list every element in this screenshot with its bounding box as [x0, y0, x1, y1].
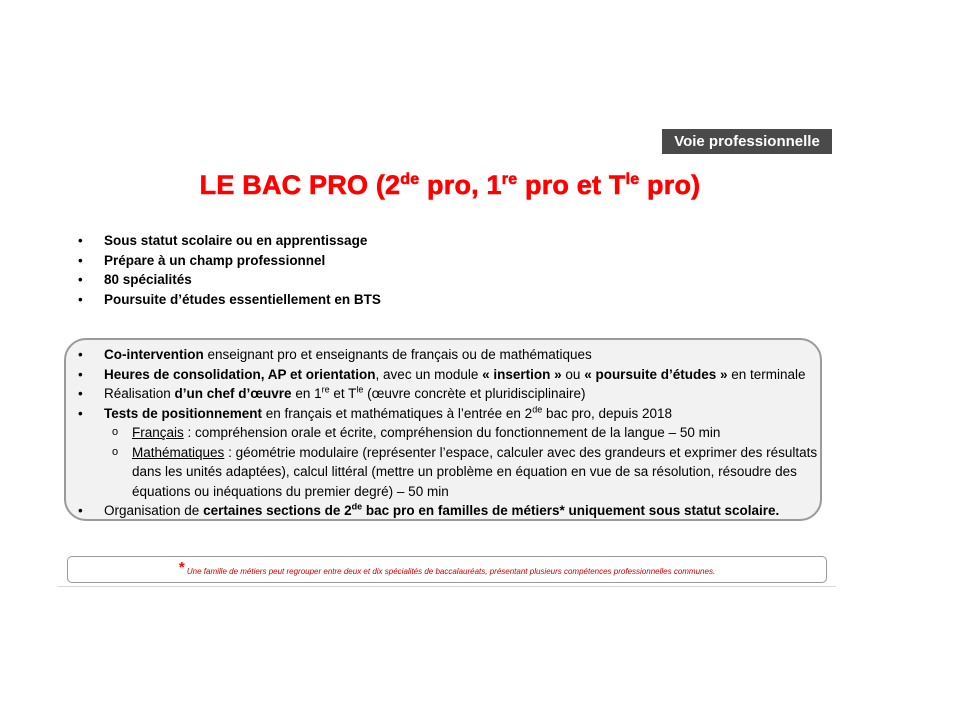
bullet-icon: •: [78, 503, 83, 518]
list-item: • Co-intervention enseignant pro et enseignants de français ou de mathématiques: [78, 345, 823, 365]
list-item: • 80 spécialités: [78, 270, 381, 290]
circle-bullet-icon: o: [112, 445, 119, 458]
footnote-text: Une famille de métiers peut regrouper entre deux et dix spécialités de baccalauréats, présentant plusieurs compétences professionnelles communes.: [184, 567, 716, 576]
page-title: LE BAC PRO (2de pro, 1re pro et $T^{le}$ pro): [199, 170, 701, 200]
details-list: [78, 345, 823, 521]
bullet-icon: •: [78, 405, 83, 421]
sub-list-item: o Mathématiques : géométrie modulaire (représenter l’espace, calculer avec des grandeurs et exprimer des résultats dans les unités adaptées), calcul littéral (mettre un problème en équation en vue de sa résolution, résoudre des équations ou inéquations du premier degré) – 50 min: [112, 444, 818, 499]
bullet-icon: •: [78, 233, 83, 248]
section-badge: Voie professionnelle: [662, 129, 832, 154]
list-item: • Prépare à un champ professionnel: [78, 251, 381, 271]
bullet-icon: •: [78, 291, 83, 307]
divider: [58, 586, 836, 587]
footnote-box: [67, 556, 827, 583]
bullet-icon: •: [78, 272, 83, 287]
list-item: • Poursuite d’études essentiellement en BTS: [78, 290, 381, 310]
bullet-icon: •: [78, 386, 83, 401]
list-item: • Tests de positionnement en français et mathématiques à l’entrée en 2de bac pro, depuis 2018: [78, 404, 823, 424]
list-item: • Heures de consolidation, AP et orientation, avec un module « insertion » ou « poursuite d’études » en terminale: [78, 365, 823, 385]
bullet-icon: •: [78, 347, 83, 362]
bullet-icon: •: [78, 252, 83, 268]
list-item: • Organisation de certaines sections de 2de bac pro en familles de métiers* uniquement sous statut scolaire.: [78, 501, 823, 521]
bullet-icon: •: [78, 366, 83, 382]
features-list: [78, 231, 381, 309]
list-item: • Réalisation d’un chef d’œuvre en 1re et $T^{le}$ (œuvre concrète et pluridisciplinaire): [78, 384, 823, 404]
circle-bullet-icon: o: [112, 426, 119, 438]
sub-list-item: o Français : compréhension orale et écrite, compréhension du fonctionnement de la langue – 50 min: [78, 423, 823, 443]
list-item: • Sous statut scolaire ou en apprentissage: [78, 231, 381, 251]
asterisk-icon: *: [178, 559, 185, 576]
